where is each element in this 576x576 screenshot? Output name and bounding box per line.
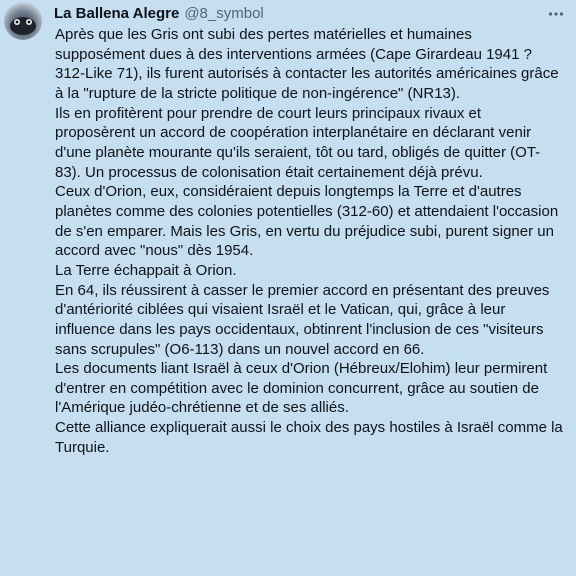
more-options-button[interactable] — [546, 4, 566, 24]
tweet-text — [55, 25, 565, 457]
display-name[interactable]: La Ballena Alegre — [54, 5, 180, 22]
tweet-paragraph: Ils en profitèrent pour prendre de court leurs principaux rivaux et proposèrent un accord de coopération interplanétaire en déclarant venir d'une planète mourante qu'ils seraient, tôt ou tard, obligés de quitter (OT-83). Un processus de colonisation était certainement déjà prévu. — [55, 104, 541, 181]
tweet-paragraph: Cette alliance expliquerait aussi le choix des pays hostiles à Israël comme la Turquie. — [55, 419, 563, 456]
tweet-header — [54, 4, 264, 24]
user-avatar-icon — [4, 2, 42, 40]
tweet-paragraph: En 64, ils réussirent à casser le premier accord en présentant des preuves d'antériorité ciblées qui visaient Israël et le Vatican, qui, grâce à leur influence dans les pays occidentaux, obtinrent l'inclusion de ces "visiteurs sans scrupules" (O6-113) dans un nouvel accord en 66. — [55, 281, 550, 358]
tweet-paragraph: Les documents liant Israël à ceux d'Orion (Hébreux/Elohim) leur permirent d'entrer en compétition avec le dominion concurrent, grâce au soutien de l'Amérique judéo-chrétienne et de ses alliés. — [55, 360, 548, 417]
more-options-icon — [547, 5, 565, 23]
tweet-paragraph: Après que les Gris ont subi des pertes matérielles et humaines supposément dues à des interventions armées (Cape Girardeau 1941 ? 312-Like 71), ils furent autorisés à contacter les autorités américaines grâce à la "rupture de la stricte politique de non-ingérence" (NR13). — [55, 26, 559, 102]
tweet-paragraph: Ceux d'Orion, eux, considéraient depuis longtemps la Terre et d'autres planètes comme des colonies potentielles (312-60) et attendaient l'occasion de s'en emparer. Mais les Gris, en vertu du préjudice subi, purent signer un accord avec "nous" dès 1954. — [55, 183, 559, 260]
tweet-paragraph: La Terre échappait à Orion. — [55, 261, 237, 279]
user-handle[interactable]: @8_symbol — [184, 5, 264, 22]
avatar[interactable] — [4, 2, 42, 40]
